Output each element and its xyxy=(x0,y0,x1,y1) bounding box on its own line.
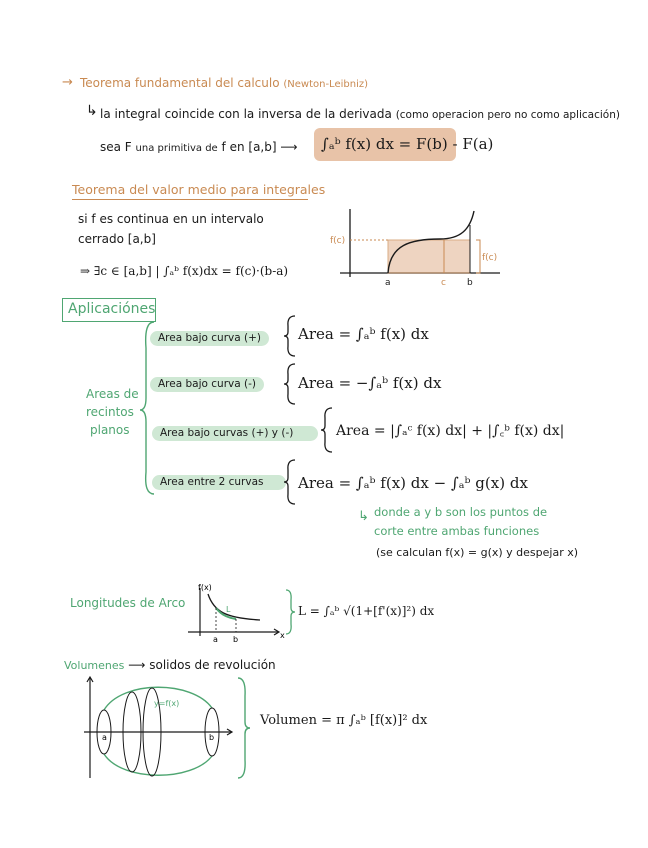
vol-yfx-label: y=f(x) xyxy=(154,699,180,708)
ftc-line2-b: una primitiva de xyxy=(135,143,218,154)
vol-arrow: ⟶ xyxy=(128,658,146,672)
apps-group-label-3: planos xyxy=(90,423,130,437)
apps-item-1-label: Area bajo curva (+) xyxy=(150,331,269,346)
ftc-implies-arrow: ⟶ xyxy=(280,140,298,154)
apps-item-4-formula: Area = ∫ₐᵇ f(x) dx − ∫ₐᵇ g(x) dx xyxy=(298,474,528,492)
apps-note-2: corte entre ambas funciones xyxy=(374,524,540,538)
vol-b-label: b xyxy=(209,733,215,742)
apps-item-4-label: Area entre 2 curvas xyxy=(152,475,286,490)
ftc-line1-text: la integral coincide con la inversa de la derivada xyxy=(100,107,392,121)
ftc-subtitle: (Newton-Leibniz) xyxy=(283,79,368,90)
arc-formula: L = ∫ₐᵇ √(1+[f'(x)]²) dx xyxy=(298,604,435,618)
arc-title: Longitudes de Arco xyxy=(70,596,186,610)
vol-a-label: a xyxy=(102,733,107,742)
apps-title: Aplicaciónes xyxy=(68,301,156,317)
arc-brace xyxy=(284,588,296,636)
apps-item-3-label: Area bajo curvas (+) y (-) xyxy=(152,426,318,441)
ftc-line2-c: f en [a,b] xyxy=(221,140,277,154)
vol-title-rest: solidos de revolución xyxy=(149,658,276,672)
apps-item-3-brace xyxy=(320,406,334,454)
apps-item-3-formula: Area = |∫ₐᶜ f(x) dx| + |∫꜀ᵇ f(x) dx| xyxy=(336,423,565,439)
mvt-mean-rect xyxy=(388,240,470,273)
vol-formula: Volumen = π ∫ₐᵇ [f(x)]² dx xyxy=(260,713,428,728)
apps-item-2-label: Area bajo curva (-) xyxy=(150,377,264,392)
arc-x-label: x xyxy=(280,631,285,640)
mvt-c-label: c xyxy=(441,278,446,288)
apps-item-4-brace xyxy=(283,458,297,506)
mvt-title: Teorema del valor medio para integrales xyxy=(72,184,308,200)
ftc-title xyxy=(80,77,368,90)
apps-note-arrow: ↳ xyxy=(358,509,369,524)
mvt-line1: si f es continua en un intervalo xyxy=(78,212,264,226)
mvt-line3: ⇒ ∃c ∈ [a,b] | ∫ₐᵇ f(x)dx = f(c)·(b-a) xyxy=(80,264,289,278)
arc-b-label: b xyxy=(233,635,239,644)
ftc-formula: ∫ₐᵇ f(x) dx = F(b) - F(a) xyxy=(321,135,494,153)
ftc-title-text: Teorema fundamental del calculo xyxy=(80,76,280,90)
ftc-line2-a: sea F xyxy=(100,140,132,154)
apps-item-2-brace xyxy=(283,362,297,406)
apps-item-2-formula: Area = −∫ₐᵇ f(x) dx xyxy=(298,374,442,392)
apps-note-3: (se calculan f(x) = g(x) y despejar x) xyxy=(376,546,579,559)
ftc-line2 xyxy=(100,141,298,154)
vol-brace xyxy=(236,676,252,780)
ftc-arrow: → xyxy=(62,75,73,90)
vol-graph xyxy=(82,674,242,784)
mvt-b-label: b xyxy=(467,278,473,288)
apps-group-label-2: recintos xyxy=(86,405,134,419)
arc-a-label: a xyxy=(213,635,218,644)
apps-item-1-brace xyxy=(283,314,297,358)
mvt-line2: cerrado [a,b] xyxy=(78,232,156,246)
ftc-line1-arrow: ↳ xyxy=(86,103,98,119)
ftc-line1-note: (como operacion pero no como aplicación) xyxy=(395,109,620,121)
mvt-fc-right: f(c) xyxy=(482,253,498,263)
arc-L-label: L xyxy=(226,605,231,614)
apps-note-1: donde a y b son los puntos de xyxy=(374,505,548,519)
mvt-a-label: a xyxy=(385,278,391,288)
arc-fx-label: f(x) xyxy=(198,583,212,592)
ftc-line1 xyxy=(100,108,620,121)
vol-title xyxy=(64,659,276,671)
vol-title-text: Volumenes xyxy=(64,659,125,672)
apps-item-1-formula: Area = ∫ₐᵇ f(x) dx xyxy=(298,325,429,343)
mvt-graph xyxy=(330,205,510,295)
mvt-fc-left: f(c) xyxy=(330,236,346,246)
apps-group-label-1: Areas de xyxy=(86,387,139,401)
mvt-fc-bracket xyxy=(476,240,480,273)
arc-graph xyxy=(180,584,290,644)
